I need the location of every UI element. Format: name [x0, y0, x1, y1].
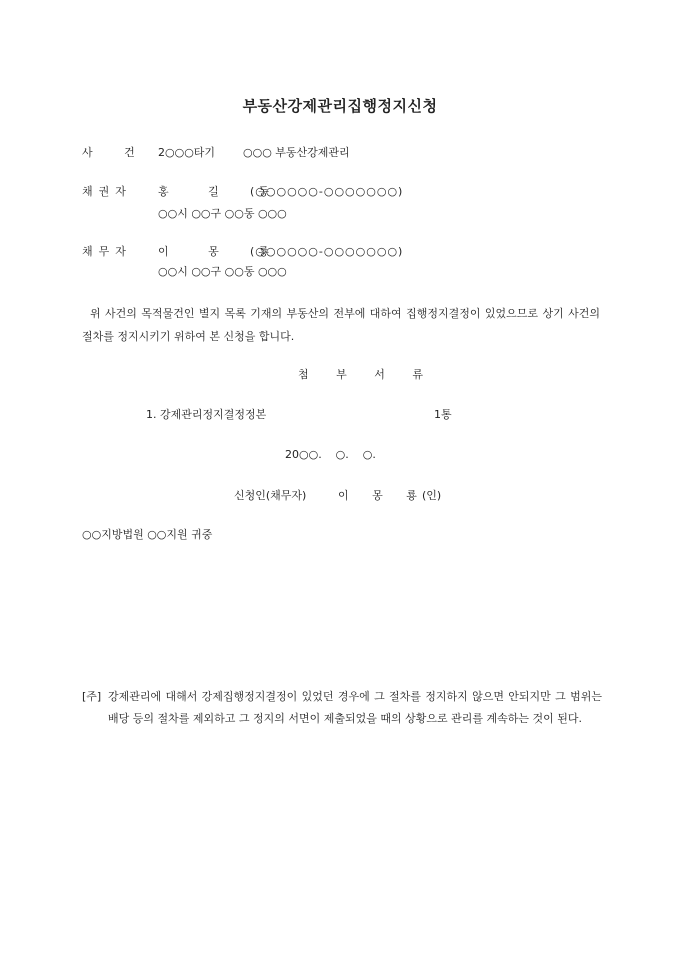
case-label: 사 건: [82, 146, 149, 159]
creditor-name: 홍 길 동: [158, 185, 287, 198]
attachment-item-name: 1. 강제관리정지결정정본: [146, 408, 267, 421]
applicant-name: 이 몽 룡: [338, 489, 427, 502]
debtor-label: 채무자: [82, 245, 132, 258]
attachments-heading: 첨 부 서 류: [298, 368, 435, 381]
case-name: ○○○ 부동산강제관리: [243, 146, 350, 159]
creditor-address: ○○시 ○○구 ○○동 ○○○: [158, 207, 287, 220]
applicant-label: 신청인(채무자): [234, 489, 307, 502]
document-date: 20○○. ○. ○.: [285, 448, 376, 461]
document-title: 부동산강제관리집행정지신청: [242, 97, 438, 115]
debtor-address: ○○시 ○○구 ○○동 ○○○: [158, 265, 287, 278]
case-number: 2○○○타기: [158, 146, 216, 159]
creditor-label: 채권자: [82, 185, 132, 198]
note-tag: [주]: [82, 690, 102, 703]
debtor-id: (○○○○○○-○○○○○○○): [250, 245, 404, 258]
note-text: 강제관리에 대해서 강제집행정지결정이 있었던 경우에 그 절차를 정지하지 않으면 안되지만 그 범위는 배당 등의 절차를 제외하고 그 정지의 서면이 제출되었을 때의 상황으로 관리를 계속하는 것이 된다.: [108, 690, 602, 725]
debtor-name: 이 몽 룡: [158, 245, 287, 258]
attachment-item-count: 1통: [434, 408, 452, 421]
body-paragraph: 위 사건의 목적물건인 별지 목록 기재의 부동산의 전부에 대하여 집행정지결정이 있었으므로 상기 사건의 절차를 정지시키기 위하여 본 신청을 합니다.: [82, 307, 600, 343]
recipient-court: ○○지방법원 ○○지원 귀중: [82, 528, 213, 541]
applicant-seal: (인): [422, 489, 442, 502]
creditor-id: (○○○○○○-○○○○○○○): [250, 185, 404, 198]
